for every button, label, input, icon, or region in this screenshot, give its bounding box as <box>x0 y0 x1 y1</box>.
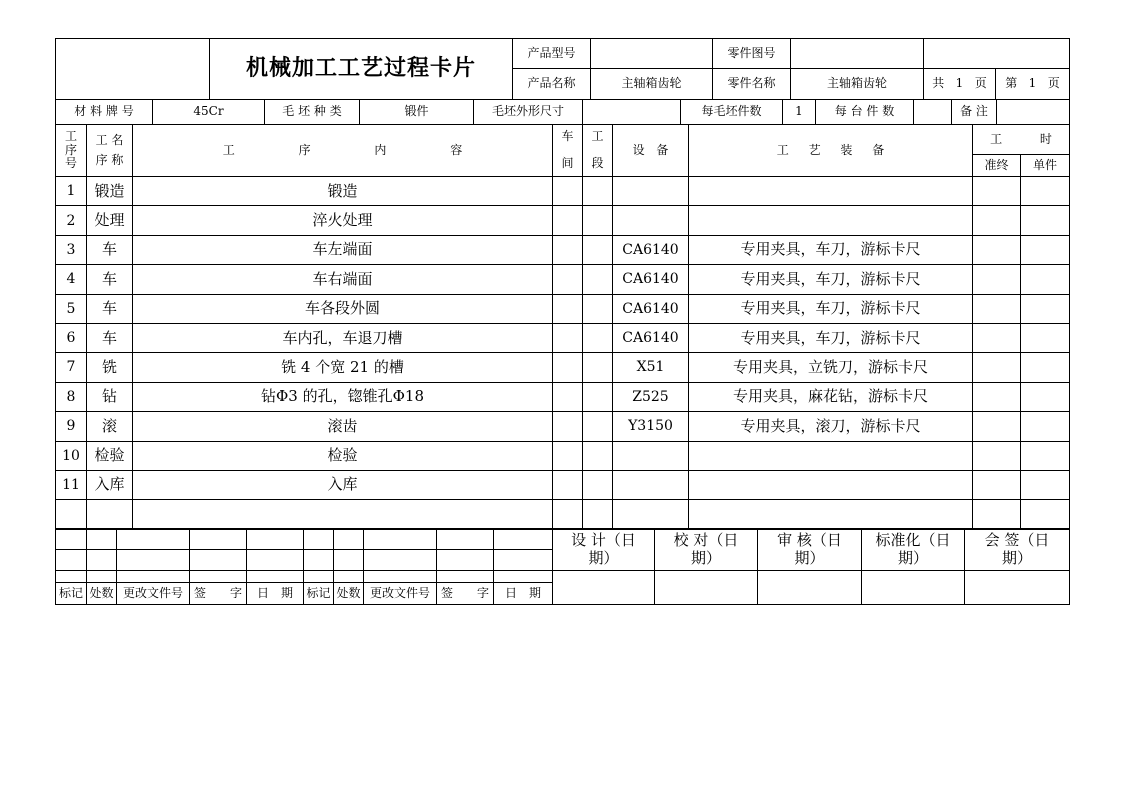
row-content: 车右端面 <box>133 265 553 294</box>
revision-cell[interactable] <box>334 571 364 583</box>
mark-label-2: 标记 <box>304 583 334 605</box>
row-unit[interactable] <box>1021 177 1070 206</box>
row-workshop[interactable] <box>553 294 583 323</box>
row-section[interactable] <box>583 500 613 529</box>
countersign-sign-field[interactable] <box>965 571 1070 605</box>
row-seq: 4 <box>56 265 87 294</box>
revision-cell[interactable] <box>117 571 190 583</box>
product-name-label: 产品名称 <box>513 69 591 100</box>
table-row <box>56 294 1070 323</box>
revision-cell[interactable] <box>56 571 87 583</box>
row-tooling: 专用夹具，麻花钻，游标卡尺 <box>689 382 973 411</box>
page-number: 1 <box>1028 76 1037 91</box>
row-seq: 6 <box>56 323 87 352</box>
table-row <box>56 177 1070 206</box>
revision-cell[interactable] <box>494 550 553 571</box>
row-prep[interactable] <box>973 441 1021 470</box>
column-header-hours: 工 时 <box>973 125 1070 155</box>
row-tooling: 专用夹具，立铣刀，游标卡尺 <box>689 353 973 382</box>
change-doc-label-2: 更改文件号 <box>364 583 437 605</box>
row-seq: 3 <box>56 235 87 264</box>
row-seq: 5 <box>56 294 87 323</box>
column-header-workshop: 车 间 <box>553 125 583 177</box>
date-label-2: 日 期 <box>494 583 553 605</box>
row-unit[interactable] <box>1021 235 1070 264</box>
table-row <box>56 382 1070 411</box>
row-workshop[interactable] <box>553 382 583 411</box>
row-seq: 10 <box>56 441 87 470</box>
row-equipment <box>613 177 689 206</box>
row-prep[interactable] <box>973 177 1021 206</box>
revision-cell[interactable] <box>117 529 190 550</box>
row-name: 滚 <box>87 412 133 441</box>
review-label: 审 核（日期） <box>758 529 862 571</box>
revision-cell[interactable] <box>364 529 437 550</box>
design-sign-field[interactable] <box>553 571 655 605</box>
revision-cell[interactable] <box>190 529 247 550</box>
row-prep[interactable] <box>973 206 1021 235</box>
revision-cell[interactable] <box>247 529 304 550</box>
row-prep[interactable] <box>973 500 1021 529</box>
row-workshop[interactable] <box>553 353 583 382</box>
material-table <box>55 99 1070 125</box>
row-workshop[interactable] <box>553 206 583 235</box>
row-equipment <box>613 206 689 235</box>
row-unit[interactable] <box>1021 206 1070 235</box>
row-equipment <box>613 441 689 470</box>
sign-label-2: 签 字 <box>437 583 494 605</box>
product-model-value[interactable] <box>591 39 713 69</box>
row-equipment: Y3150 <box>613 412 689 441</box>
row-tooling: 专用夹具，车刀，游标卡尺 <box>689 235 973 264</box>
revision-cell[interactable] <box>437 529 494 550</box>
row-seq: 9 <box>56 412 87 441</box>
page-number-cell <box>996 69 1070 100</box>
row-section[interactable] <box>583 206 613 235</box>
row-section[interactable] <box>583 382 613 411</box>
row-prep[interactable] <box>973 470 1021 499</box>
row-workshop[interactable] <box>553 500 583 529</box>
row-unit[interactable] <box>1021 323 1070 352</box>
revision-cell[interactable] <box>437 550 494 571</box>
revision-cell[interactable] <box>334 529 364 550</box>
row-name: 车 <box>87 323 133 352</box>
row-unit[interactable] <box>1021 265 1070 294</box>
row-equipment: X51 <box>613 353 689 382</box>
row-section[interactable] <box>583 470 613 499</box>
row-prep[interactable] <box>973 412 1021 441</box>
per-unit-label: 每 台 件 数 <box>816 100 914 125</box>
countersign-label: 会 签（日期） <box>965 529 1070 571</box>
revision-cell[interactable] <box>247 571 304 583</box>
table-row <box>56 323 1070 352</box>
revision-cell[interactable] <box>494 529 553 550</box>
process-table <box>55 124 1070 530</box>
row-content <box>133 500 553 529</box>
row-section[interactable] <box>583 294 613 323</box>
table-row <box>56 353 1070 382</box>
column-header-equipment: 设 备 <box>613 125 689 177</box>
row-name: 入库 <box>87 470 133 499</box>
row-name: 锻造 <box>87 177 133 206</box>
column-header-section: 工 段 <box>583 125 613 177</box>
row-name <box>87 500 133 529</box>
row-content: 入库 <box>133 470 553 499</box>
row-tooling: 专用夹具，滚刀，游标卡尺 <box>689 412 973 441</box>
row-equipment: CA6140 <box>613 294 689 323</box>
table-row <box>56 441 1070 470</box>
revision-cell[interactable] <box>247 550 304 571</box>
row-content: 淬火处理 <box>133 206 553 235</box>
row-tooling: 专用夹具，车刀，游标卡尺 <box>689 265 973 294</box>
card-title: 机械加工工艺过程卡片 <box>210 39 513 100</box>
row-equipment: Z525 <box>613 382 689 411</box>
row-workshop[interactable] <box>553 323 583 352</box>
revision-cell[interactable] <box>437 571 494 583</box>
material-grade-label: 材 料 牌 号 <box>56 100 153 125</box>
remarks-value[interactable] <box>997 100 1070 125</box>
blank-size-value[interactable] <box>583 100 681 125</box>
revision-cell[interactable] <box>304 550 334 571</box>
row-equipment <box>613 470 689 499</box>
revision-cell[interactable] <box>494 571 553 583</box>
revision-cell[interactable] <box>87 550 117 571</box>
change-doc-label-1: 更改文件号 <box>117 583 190 605</box>
row-equipment <box>613 500 689 529</box>
revision-cell[interactable] <box>56 550 87 571</box>
table-row <box>56 412 1070 441</box>
row-name: 处理 <box>87 206 133 235</box>
remarks-label: 备 注 <box>952 100 997 125</box>
revision-cell[interactable] <box>190 571 247 583</box>
row-tooling: 专用夹具，车刀，游标卡尺 <box>689 294 973 323</box>
row-prep[interactable] <box>973 294 1021 323</box>
revision-cell[interactable] <box>87 529 117 550</box>
row-name: 车 <box>87 265 133 294</box>
check-sign-field[interactable] <box>655 571 758 605</box>
column-header-seq: 工 序 号 <box>56 125 87 177</box>
row-section[interactable] <box>583 412 613 441</box>
row-workshop[interactable] <box>553 441 583 470</box>
row-seq: 8 <box>56 382 87 411</box>
header-blank-cell <box>924 39 1070 69</box>
table-row <box>56 265 1070 294</box>
revision-cell[interactable] <box>56 529 87 550</box>
signoff-table <box>55 528 1070 605</box>
row-equipment: CA6140 <box>613 323 689 352</box>
row-section[interactable] <box>583 177 613 206</box>
blank-size-label: 毛坯外形尺寸 <box>474 100 583 125</box>
row-content: 车内孔，车退刀槽 <box>133 323 553 352</box>
product-name-value[interactable]: 主轴箱齿轮 <box>591 69 713 100</box>
row-name: 检验 <box>87 441 133 470</box>
row-content: 车左端面 <box>133 235 553 264</box>
date-label-1: 日 期 <box>247 583 304 605</box>
row-unit[interactable] <box>1021 382 1070 411</box>
revision-cell[interactable] <box>304 571 334 583</box>
row-unit[interactable] <box>1021 412 1070 441</box>
total-pages: 1 <box>955 76 964 91</box>
row-prep[interactable] <box>973 353 1021 382</box>
row-name: 车 <box>87 294 133 323</box>
row-content: 锻造 <box>133 177 553 206</box>
row-workshop[interactable] <box>553 470 583 499</box>
column-header-prep: 准终 <box>973 155 1021 177</box>
row-workshop[interactable] <box>553 412 583 441</box>
row-seq <box>56 500 87 529</box>
mark-label-1: 标记 <box>56 583 87 605</box>
total-pages-prefix: 共 <box>932 76 945 91</box>
row-seq: 11 <box>56 470 87 499</box>
part-drawing-value[interactable] <box>791 39 924 69</box>
revision-cell[interactable] <box>334 550 364 571</box>
row-seq: 1 <box>56 177 87 206</box>
row-section[interactable] <box>583 265 613 294</box>
row-seq: 7 <box>56 353 87 382</box>
design-label: 设 计（日期） <box>553 529 655 571</box>
header-table <box>55 38 1070 100</box>
row-name: 铣 <box>87 353 133 382</box>
row-workshop[interactable] <box>553 177 583 206</box>
row-tooling: 专用夹具，车刀，游标卡尺 <box>689 323 973 352</box>
part-drawing-label: 零件图号 <box>713 39 791 69</box>
revision-cell[interactable] <box>364 550 437 571</box>
logo-cell <box>56 39 210 100</box>
table-row <box>56 235 1070 264</box>
material-grade-value[interactable]: 45Cr <box>153 100 265 125</box>
row-unit[interactable] <box>1021 470 1070 499</box>
per-blank-value[interactable]: 1 <box>783 100 816 125</box>
part-name-value[interactable]: 主轴箱齿轮 <box>791 69 924 100</box>
row-section[interactable] <box>583 353 613 382</box>
column-header-name-line1: 工 名 <box>95 132 124 147</box>
row-section[interactable] <box>583 235 613 264</box>
page-prefix: 第 <box>1005 76 1018 91</box>
row-content: 滚齿 <box>133 412 553 441</box>
row-tooling <box>689 206 973 235</box>
row-prep[interactable] <box>973 265 1021 294</box>
revision-cell[interactable] <box>87 571 117 583</box>
check-label: 校 对（日期） <box>655 529 758 571</box>
row-content: 车各段外圆 <box>133 294 553 323</box>
row-seq: 2 <box>56 206 87 235</box>
row-tooling <box>689 441 973 470</box>
row-prep[interactable] <box>973 323 1021 352</box>
column-header-content: 工 序 内 容 <box>133 125 553 177</box>
product-model-label: 产品型号 <box>513 39 591 69</box>
row-tooling <box>689 500 973 529</box>
revision-cell[interactable] <box>117 550 190 571</box>
standard-sign-field[interactable] <box>862 571 965 605</box>
table-row <box>56 500 1070 529</box>
row-prep[interactable] <box>973 235 1021 264</box>
blank-type-value[interactable]: 锻件 <box>360 100 474 125</box>
row-name: 钻 <box>87 382 133 411</box>
part-name-label: 零件名称 <box>713 69 791 100</box>
row-unit[interactable] <box>1021 294 1070 323</box>
table-row <box>56 470 1070 499</box>
total-pages-unit: 页 <box>974 76 987 91</box>
blank-type-label: 毛 坯 种 类 <box>265 100 360 125</box>
row-workshop[interactable] <box>553 265 583 294</box>
row-name: 车 <box>87 235 133 264</box>
row-content: 钻Φ3 的孔，锪锥孔Φ18 <box>133 382 553 411</box>
revision-cell[interactable] <box>364 571 437 583</box>
column-header-name-line2: 序 称 <box>95 152 124 167</box>
total-pages-cell <box>924 69 996 100</box>
revision-cell[interactable] <box>304 529 334 550</box>
per-blank-label: 每毛坯件数 <box>681 100 783 125</box>
row-content: 铣 4 个宽 21 的槽 <box>133 353 553 382</box>
row-tooling <box>689 470 973 499</box>
row-section[interactable] <box>583 323 613 352</box>
row-unit[interactable] <box>1021 353 1070 382</box>
page-unit: 页 <box>1047 76 1060 91</box>
row-workshop[interactable] <box>553 235 583 264</box>
sign-label-1: 签 字 <box>190 583 247 605</box>
place-label-1: 处数 <box>87 583 117 605</box>
row-tooling <box>689 177 973 206</box>
row-section[interactable] <box>583 441 613 470</box>
column-header-name <box>87 125 133 177</box>
review-sign-field[interactable] <box>758 571 862 605</box>
row-content: 检验 <box>133 441 553 470</box>
row-unit[interactable] <box>1021 500 1070 529</box>
row-unit[interactable] <box>1021 441 1070 470</box>
per-unit-value[interactable] <box>914 100 952 125</box>
revision-cell[interactable] <box>190 550 247 571</box>
column-header-unit: 单件 <box>1021 155 1070 177</box>
row-prep[interactable] <box>973 382 1021 411</box>
place-label-2: 处数 <box>334 583 364 605</box>
row-equipment: CA6140 <box>613 265 689 294</box>
standard-label: 标准化（日期） <box>862 529 965 571</box>
row-equipment: CA6140 <box>613 235 689 264</box>
column-header-tooling: 工 艺 装 备 <box>689 125 973 177</box>
table-row <box>56 206 1070 235</box>
